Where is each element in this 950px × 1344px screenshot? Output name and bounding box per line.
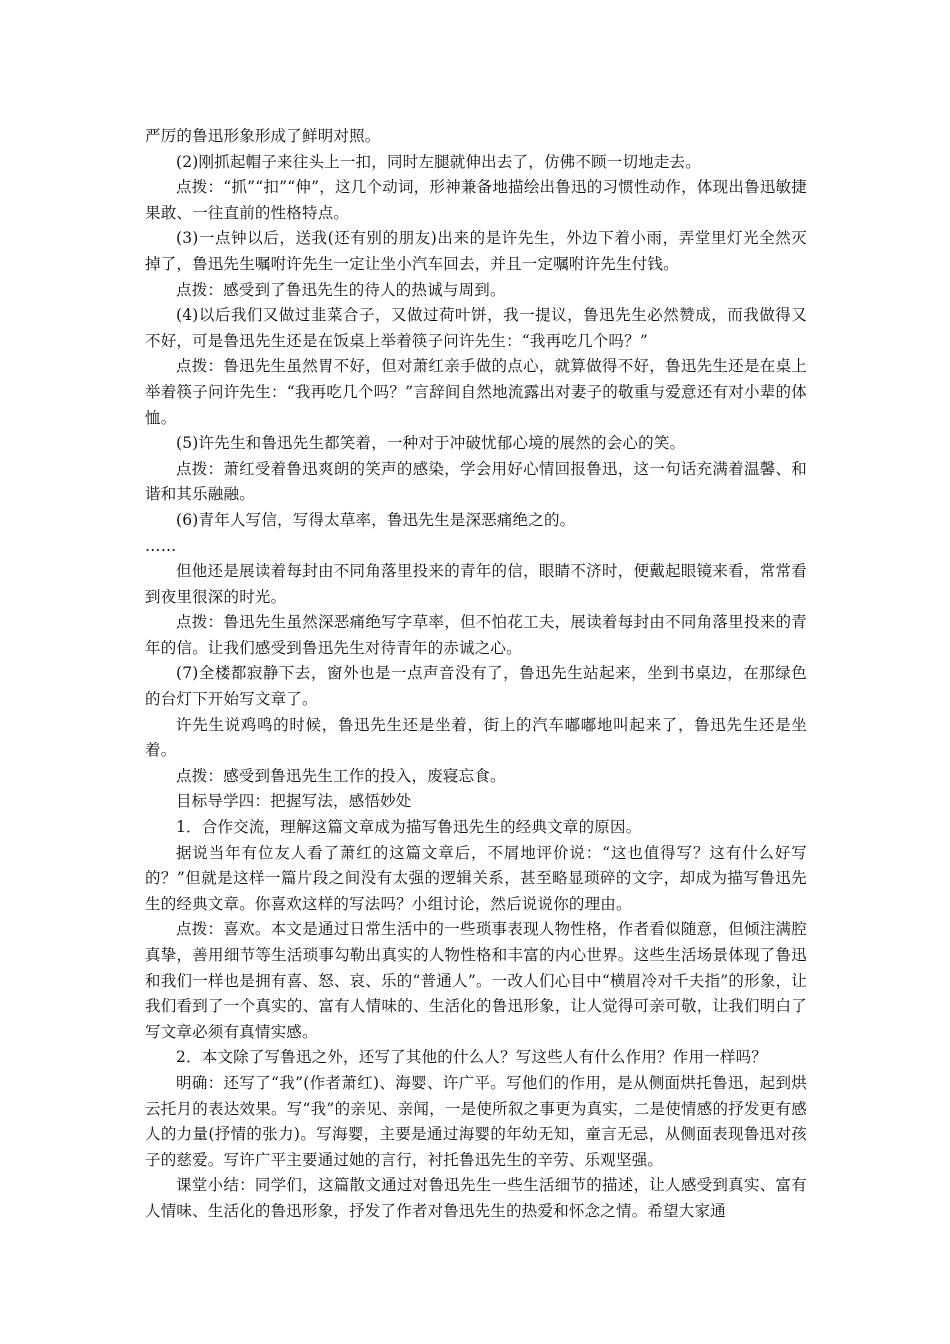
ellipsis-line: …… (145, 536, 177, 555)
comment-3: 点拨：感受到了鲁迅先生的待人的热诚与周到。 (176, 280, 506, 299)
quote-2: (2)刚抓起帽子来往头上一扣，同时左腿就伸出去了，仿佛不顾一切地走去。 (176, 152, 701, 171)
comment-2: 点拨：“抓”“扣”“伸”，这几个动词，形神兼备地描绘出鲁迅的习惯性动作，体现出鲁迅敏捷果敢、一往直前的性格特点。 (145, 178, 807, 222)
question-1-context: 据说当年有位友人看了萧红的这篇文章后，不屑地评价说：“这也值得写？这有什么好写的？”但就是这样一篇片段之间没有太强的逻辑关系，甚至略显琐碎的文字，却成为描写鲁迅先生的经典文章。你喜欢这样的写法吗？小组讨论，然后说说你的理由。 (145, 843, 807, 913)
answer-2: 明确：还写了“我”(作者萧红)、海婴、许广平。写他们的作用，是从侧面烘托鲁迅，起到烘云托月的表达效果。写“我”的亲见、亲闻，一是使所叙之事更为真实，二是使情感的抒发更有感人的力量(抒情的张力)。写海婴，主要是通过海婴的年幼无知，童言无忌，从侧面表现鲁迅对孩子的慈爱。写许广平主要通过她的言行，衬托鲁迅先生的辛劳、乐观坚强。 (145, 1073, 807, 1169)
quote-6-continued: 但他还是展读着每封由不同角落里投来的青年的信，眼睛不济时，便戴起眼镜来看，常常看到夜里很深的时光。 (145, 562, 807, 606)
document-body (145, 124, 807, 1225)
answer-1: 点拨：喜欢。本文是通过日常生活中的一些琐事表现人物性格，作者看似随意，但倾注满腔真挚，善用细节等生活琐事勾勒出真实的人物性格和丰富的内心世界。这些生活场景体现了鲁迅和我们一样也是拥有喜、怒、哀、乐的“普通人”。一改人们心目中“横眉冷对千夫指”的形象，让我们看到了一个真实的、富有人情味的、生活化的鲁迅形象，让人觉得可亲可敬，让我们明白了写文章必须有真情实感。 (145, 920, 807, 1041)
paragraph-continuation: 严厉的鲁迅形象形成了鲜明对照。 (145, 127, 381, 145)
quote-3: (3)一点钟以后，送我(还有别的朋友)出来的是许先生，外边下着小雨，弄堂里灯光全然灭掉了，鲁迅先生嘱咐许先生一定让坐小汽车回去，并且一定嘱咐许先生付钱。 (145, 229, 807, 273)
section-heading: 目标导学四：把握写法，感悟妙处 (176, 792, 412, 811)
comment-5: 点拨：萧红受着鲁迅爽朗的笑声的感染，学会用好心情回报鲁迅，这一句话充满着温馨、和谐和其乐融融。 (145, 459, 807, 504)
question-1: 1．合作交流，理解这篇文章成为描写鲁迅先生的经典文章的原因。 (176, 818, 642, 837)
class-summary: 课堂小结：同学们，这篇散文通过对鲁迅先生一些生活细节的描述，让人感受到真实、富有人情味、生活化的鲁迅形象，抒发了作者对鲁迅先生的热爱和怀念之情。希望大家通 (145, 1176, 807, 1220)
quote-4: (4)以后我们又做过韭菜合子，又做过荷叶饼，我一提议，鲁迅先生必然赞成，而我做得又不好，可是鲁迅先生还是在饭桌上举着筷子问许先生：“我再吃几个吗？” (145, 306, 807, 350)
quote-7: (7)全楼都寂静下去，窗外也是一点声音没有了，鲁迅先生站起来，坐到书桌边，在那绿色的台灯下开始写文章了。 (145, 664, 807, 709)
quote-6: (6)青年人写信，写得太草率，鲁迅先生是深恶痛绝之的。 (176, 510, 576, 529)
comment-7: 点拨：感受到鲁迅先生工作的投入，废寝忘食。 (176, 766, 506, 785)
comment-6: 点拨：鲁迅先生虽然深恶痛绝写字草率，但不怕花工夫，展读着每封由不同角落里投来的青年的信。让我们感受到鲁迅先生对待青年的赤诚之心。 (145, 613, 807, 657)
quote-5: (5)许先生和鲁迅先生都笑着，一种对于冲破忧郁心境的展然的会心的笑。 (176, 434, 686, 453)
quote-7-continued: 许先生说鸡鸣的时候，鲁迅先生还是坐着，街上的汽车嘟嘟地叫起来了，鲁迅先生还是坐着。 (145, 715, 807, 760)
question-2: 2．本文除了写鲁迅之外，还写了其他的什么人？写这些人有什么作用？作用一样吗？ (176, 1048, 767, 1067)
comment-4: 点拨：鲁迅先生虽然胃不好，但对萧红亲手做的点心，就算做得不好，鲁迅先生还是在桌上举着筷子问许先生：“我再吃几个吗？”言辞间自然地流露出对妻子的敬重与爱意还有对小辈的体恤。 (145, 357, 807, 427)
